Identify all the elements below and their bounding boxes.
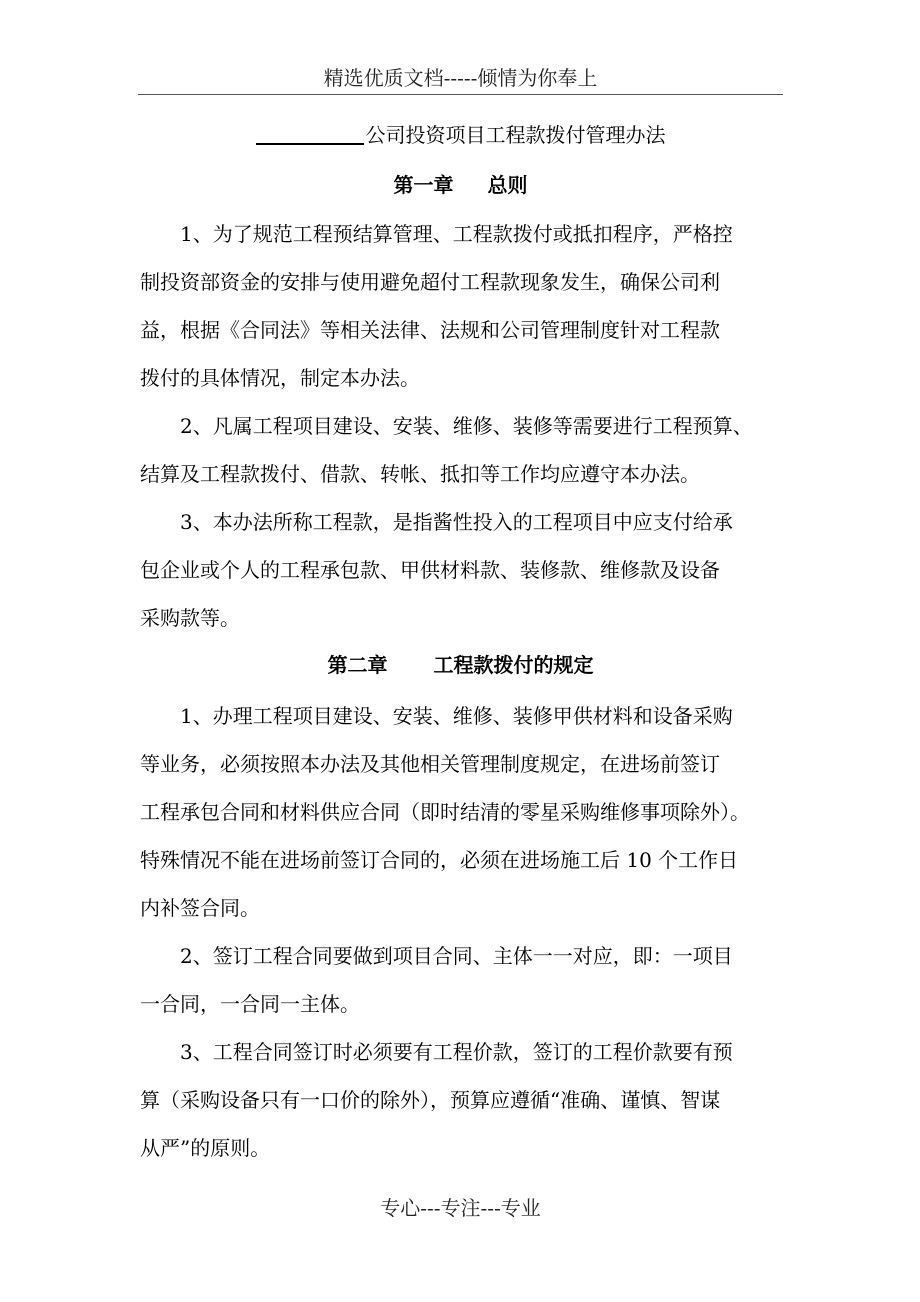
text-line: 等业务，必须按照本办法及其他相关管理制度规定，在进场前签订	[140, 752, 720, 776]
title-text: 公司投资项目工程款拨付管理办法	[365, 123, 666, 147]
title-blank-line	[256, 123, 364, 145]
text-line: 2、凡属工程项目建设、安装、维修、装修等需要进行工程预算、	[180, 414, 753, 438]
chapter-2-paragraph-3	[140, 1028, 790, 1172]
text-line: 采购款等。	[140, 606, 240, 630]
chapter-1-paragraph-3	[140, 498, 790, 642]
text-line: 1、为了规范工程预结算管理、工程款拨付或抵扣程序，严格控	[180, 222, 733, 246]
chapter-1-paragraph-2	[140, 402, 790, 498]
chapter-1-heading	[138, 170, 783, 200]
document-title	[138, 120, 783, 150]
text-line: 内补签合同。	[140, 896, 260, 920]
text-line: 1、办理工程项目建设、安装、维修、装修甲供材料和设备采购	[180, 704, 733, 728]
text-line: 结算及工程款拨付、借款、转帐、抵扣等工作均应遵守本办法。	[140, 462, 700, 486]
text-line: 从严”的原则。	[140, 1136, 271, 1160]
page-header: 精选优质文档-----倾情为你奉上	[323, 66, 598, 90]
text-line: 算（采购设备只有一口价的除外），预算应遵循“准确、谨慎、智谋	[140, 1088, 721, 1112]
chapter-number: 第一章	[393, 173, 454, 197]
text-line: 包企业或个人的工程承包款、甲供材料款、装修款、维修款及设备	[140, 558, 720, 582]
chapter-number: 第二章	[327, 653, 388, 677]
text-line: 拨付的具体情况，制定本办法。	[140, 366, 420, 390]
text-line: 3、本办法所称工程款，是指酱性投入的工程项目中应支付给承	[180, 510, 733, 534]
chapter-1-paragraph-1	[140, 210, 790, 402]
chapter-2-heading	[138, 650, 783, 680]
chapter-2-paragraph-1	[140, 692, 790, 932]
chapter-name: 总则	[487, 173, 528, 197]
header-divider	[138, 94, 783, 95]
chapter-name: 工程款拨付的规定	[433, 653, 594, 677]
text-line: 益，根据《合同法》等相关法律、法规和公司管理制度针对工程款	[140, 318, 720, 342]
text-line: 一合同，一合同一主体。	[140, 992, 360, 1016]
text-line: 2、签订工程合同要做到项目合同、主体一一对应，即：一项目	[180, 944, 733, 968]
page-footer: 专心---专注---专业	[380, 1196, 541, 1220]
text-line: 工程承包合同和材料供应合同（即时结清的零星采购维修事项除外）。	[140, 800, 750, 824]
chapter-2-paragraph-2	[140, 932, 790, 1028]
text-line: 特殊情况不能在进场前签订合同的，必须在进场施工后 10 个工作日	[140, 848, 739, 872]
text-line: 3、工程合同签订时必须要有工程价款，签订的工程价款要有预	[180, 1040, 733, 1064]
text-line: 制投资部资金的安排与使用避免超付工程款现象发生，确保公司利	[140, 270, 720, 294]
